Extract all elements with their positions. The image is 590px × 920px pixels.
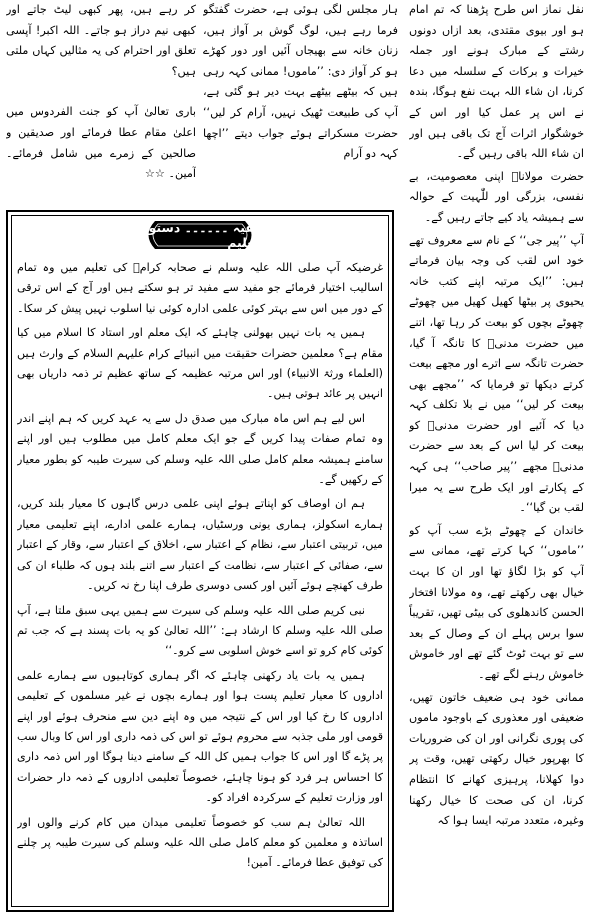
box-paragraph-7: اللہ تعالیٰ ہم سب کو خصوصاً تعلیمی میدان میں کام کرنے والوں اور اساتذہ و معلمین کو معلم کامل صلی اللہ علیہ وسلم کی سیرت طیبہ پر چلنے کی توفیق عطا فرمائے۔ آمین! — [17, 815, 383, 870]
right-paragraph-2: حضرت مولاناؒ اپنی معصومیت، بے نفسی، بزرگی اور للّٰہیت کے حوالہ سے ہمیشہ یاد کیے جاتے رہیں گے۔ — [409, 169, 584, 224]
boxed-article — [6, 210, 394, 912]
right-column — [409, 0, 584, 918]
middle-paragraph-1: ہار مجلس لگی ہوئی ہے، حضرت گفتگو فرما رہے ہیں، لوگ گوش بر آواز ہیں، زنان خانہ سے بھیجاں آئیں اور دور کھڑے ہو کر آواز دی: ’’ماموں! ممانی کہہ رہی ہیں کہ بیٹھے بیٹھے بہت دیر ہو گئی ہے، آپ کی طبیعت ٹھیک نہیں، آرام کر لیں‘‘ حضرت مسکراتے ہوئے جواب دیتے ’’اچھا کہہ دو آرام — [203, 3, 398, 161]
box-paragraph-5: نبی کریم صلی اللہ علیہ وسلم کی سیرت سے ہمیں یہی سبق ملتا ہے، آپ صلی اللہ علیہ وسلم کا ارشاد ہے: ’’اللہ تعالیٰ کو یہ بات پسند ہے کہ جب تم کوئی کام کرو تو اسے خوش اسلوبی سے کرو۔‘‘ — [17, 603, 383, 658]
box-paragraph-3: اس لیے ہم اس ماہ مبارک میں صدق دل سے یہ عہد کریں کہ ہم اپنے اندر وہ تمام صفات پیدا کریں گے جو ایک معلم کامل میں مطلوب ہیں اور اپنے سامنے ہمیشہ معلم کامل صلی اللہ علیہ وسلم کی سیرت طیبہ کو بطور معیار کے رکھیں گے۔ — [17, 411, 383, 487]
box-paragraph-6: ہمیں یہ بات یاد رکھنی چاہئے کہ اگر ہماری کوتاہیوں سے ہمارے علمی اداروں کا معیار تعلیم پست ہوا اور ہمارے بچوں نے غیر مسلموں کے تعلیمی اداروں کا رخ کیا اور اس کے نتیجہ میں وہ اپنے دین سے منحرف ہوئے اور اپنے قومی اور ملی جذبہ سے محروم ہوئے تو اس کی ذمہ داری اور اس کا وبال سب پر پڑے گا اور اس کا جواب ہمیں کل اللہ کے سامنے دینا ہوگا اور اس ذمہ داری کا احساس ہر فرد کو ہونا چاہئے، خصوصاً تعلیمی اداروں کے ذمہ دار حضرات اور وزارت تعلیم کے سرکردہ افراد کو۔ — [17, 668, 383, 805]
boxed-article-text — [17, 258, 383, 906]
box-paragraph-2: ہمیں یہ بات نہیں بھولنی چاہئے کہ ایک معلم اور استاد کا اسلام میں کیا مقام ہے؟ معلمین حضرات حقیقت میں انبیائے کرام علیہم السلام کے وارث ہیں (العلماء ورثۃ الانبیاء) اور اس مرتبہ عظیمہ کے ساتھ عظیم تر ذمہ داریاں بھی انہیں پر عائد ہوتی ہیں۔ — [17, 326, 383, 401]
paragraph-spacer — [6, 84, 196, 102]
right-paragraph-1: نفل نماز اس طرح پڑھنا کہ تم امام ہو اور بیوی مقتدی، بعد ازاں دونوں رشتے کے مبارک ہونے اور جملہ خیرات و برکات کے سلسلہ میں دعا کرنا، ان شاء اللہ بہت نفع ہوگا، بندہ نے اس پر عمل کیا اور اس کے خوشگوار اثرات آج تک باقی ہیں اور ان شاء اللہ باقی رہیں گے۔ — [409, 3, 584, 161]
left-paragraph-1: کر رہے ہیں، پھر کبھی لیٹ جاتے اور کبھی نیم دراز ہو جاتے۔ اللہ اکبر! آپسی تعلق اور احترام کی یہ مثالیں کہاں ملتی ہیں؟ — [6, 3, 196, 78]
banner-title: بقیہ ۔۔۔۔۔۔ دستور تعلیم — [141, 220, 259, 250]
middle-column — [203, 0, 398, 208]
right-paragraph-5: ممانی خود ہی ضعیف خاتون تھیں، ضعیفی اور معذوری کے باوجود ماموں کی پوری نگرانی اور ان کی ضروریات کا بھرپور خیال رکھتی تھیں، وقت پر دوا کھلانا، پرہیزی کھانے کا انتظام کرنا، ان کی صحت کا خیال رکھنا وغیرہ، متعدد مرتبہ ایسا ہوا کہ — [409, 690, 584, 828]
box-paragraph-4: ہم ان اوصاف کو اپناتے ہوئے اپنی علمی درس گاہوں کا معیار بلند کریں، ہمارے اسکولز، ہماری یونی ورسٹیاں، ہمارے علمی ادارے، اپنے تعلیمی معیار میں، تربیتی اعتبار سے، نظام کے اعتبار سے، اخلاق کے اعتبار سے، وقار کے اعتبار سے، صفائی کے اعتبار سے، نظامت کے اعتبار سے اتنے بلند ہوں کہ طلباء ان کی طرف کھنچے ہوئے آئیں اور کسی دوسری طرف اپنا رخ نہ کریں۔ — [17, 497, 383, 593]
left-column — [6, 0, 196, 200]
article-banner — [141, 220, 259, 250]
right-paragraph-3: آپ ’’پیر جی‘‘ کے نام سے معروف تھے خود اس لقب کی وجہ بیان فرماتے ہیں: ’’ایک مرتبہ اپنے کتب خانہ یحیوی پر بیٹھا کھیل کھیل میں چھوٹے چھوٹے بچوں کو بیعت کر رہا تھا، اتنے میں حضرت مدنیؒ کا تانگہ آ گیا، حضرت تانگہ سے اترے اور مجھے بیعت کرتے دیکھا تو فرمایا کہ ’’مجھے بھی بیعت کر لیں‘‘ میں نے بلا تکلف کہہ دیا کہ آئیے اور حضرت مدنیؒ کو بیعت کر لیا اس کے بعد سے حضرت مدنیؒ مجھے ’’پیر صاحب‘‘ ہی کہہ کے پکارتے اور ایک طرح سے یہ میرا لقب بن گیا‘‘۔ — [409, 233, 584, 515]
left-paragraph-2: باری تعالیٰ آپ کو جنت الفردوس میں اعلیٰ مقام عطا فرمائے اور صدیقین و صالحین کے زمرے میں شامل فرمائے۔ آمین۔ ☆☆ — [6, 105, 196, 181]
right-paragraph-4: خاندان کے چھوٹے بڑے سب آپ کو ’’ماموں‘‘ کہا کرتے تھے، ممانی سے آپ کو بڑا لگاؤ تھا اور ان کا بہت خیال بھی رکھتے تھے، وہ مولانا افتخار الحسن کاندھلوی کی بیٹی تھیں، تقریباً سوا برس پہلے ان کے وصال کے بعد سے تو بہت ٹوٹ گئے تھے اور خاموش خاموش رہنے لگے تھے۔ — [409, 523, 584, 681]
box-paragraph-1: غرضیکہ آپ صلی اللہ علیہ وسلم نے صحابہ کرامؓ کی تعلیم میں وہ تمام اسالیب اختیار فرمائے جو مفید سے مفید تر ہو سکتے ہیں اور آج کے اس ترقی کے دور میں اس سے بہتر کوئی علمی ادارہ کوئی نیا اسلوب نہیں پیش کر سکا۔ — [17, 261, 383, 315]
